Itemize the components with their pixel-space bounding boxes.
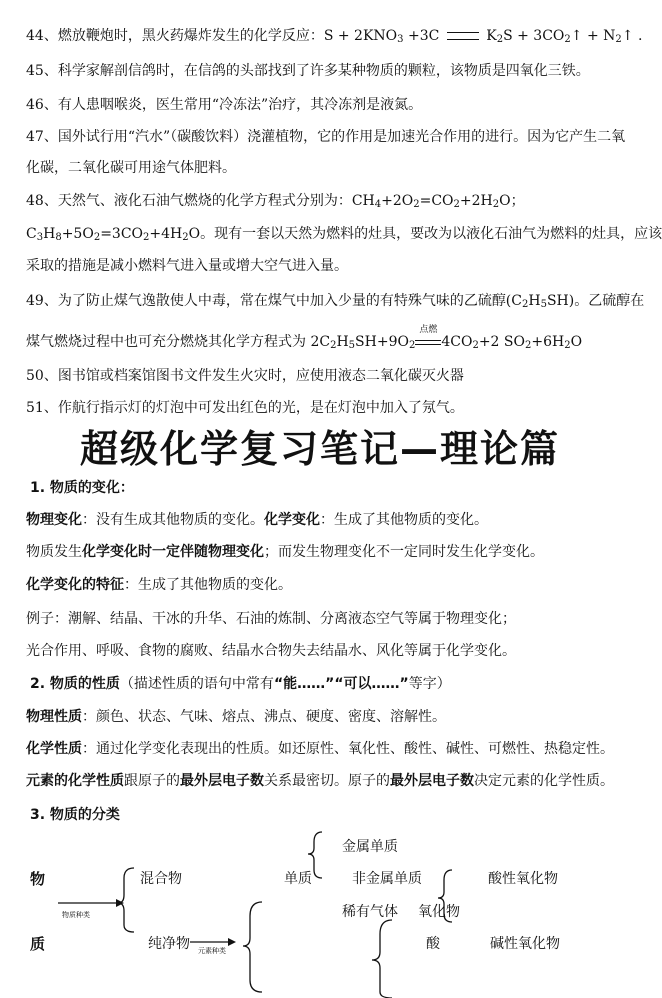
label-wu: 物: [30, 870, 46, 888]
brace-mixture: [118, 868, 134, 932]
arrow-species-label: 物质种类: [62, 911, 90, 919]
item-44-text: 44、燃放鞭炮时，黑火药爆炸发生的化学反应：S + 2KNO: [26, 28, 398, 44]
item-48-line-2: $C_3H_8+5O_2=3CO_2+4H_2O$。现有一套以天然为燃料的灶具，要改为以液化石油气为燃料的灶具，应该: [26, 226, 662, 243]
item-50: 50、图书馆或档案馆图书文件发生火灾时，应使用液态二氧化碳灭火器: [26, 368, 464, 384]
reaction-condition-sign: 点燃: [415, 333, 441, 351]
label-zhi: 质: [30, 935, 46, 953]
item-48-line-1: 48、天然气、液化石油气燃烧的化学方程式分别为：$CH_4+2O_2=CO_2+2H_2O$；: [26, 193, 525, 210]
arrow-element-head: [228, 938, 236, 946]
item-48-line-3: 采取的措施是减小燃料气进入量或增大空气进入量。: [26, 258, 348, 274]
label-pure-substance: 纯净物: [148, 936, 190, 952]
label-metal-elemental: 金属单质: [342, 839, 398, 855]
item-47-line-2: 化碳，二氧化碳可用途气体肥料。: [26, 160, 236, 176]
item-49-line-2: 煤气燃烧过程中也可充分燃烧其化学方程式为 $2C_2H_5SH+9O_2$ 点燃 $4CO_2+2$ $SO_2+6H_2O$: [26, 325, 583, 351]
s2-paragraph-1: 物理性质：颜色、状态、气味、熔点、沸点、硬度、密度、溶解性。: [26, 709, 446, 725]
brace-pure-substance: [243, 902, 262, 992]
brace-compound: [372, 920, 392, 998]
item-51: 51、作航行指示灯的灯泡中可发出红色的光，是在灯泡中加入了氖气。: [26, 400, 464, 416]
label-oxide: 氧化物: [418, 904, 460, 920]
label-basic-oxide: 碱性氧化物: [490, 936, 560, 952]
label-mixture: 混合物: [140, 871, 182, 887]
item-46: 46、有人患咽喉炎，医生常用“冷冻法”治疗，其冷冻剂是液氮。: [26, 97, 423, 113]
section-2-heading: 2. 物质的性质（描述性质的语句中常有“能……”“可以……”等字）: [30, 676, 451, 692]
s1-paragraph-3: 化学变化的特征：生成了其他物质的变化。: [26, 577, 292, 593]
arrow-element-label: 元素种类: [198, 947, 226, 955]
section-1-heading: 1. 物质的变化：: [30, 480, 134, 496]
label-elemental: 单质: [284, 871, 312, 887]
item-45: 45、科学家解剖信鸽时，在信鸽的头部找到了许多某种物质的颗粒，该物质是四氧化三铁。: [26, 63, 590, 79]
s2-paragraph-3: 元素的化学性质跟原子的最外层电子数关系最密切。原子的最外层电子数决定元素的化学性质。: [26, 773, 614, 789]
section-3-heading: 3. 物质的分类: [30, 807, 120, 823]
s1-paragraph-5: 光合作用、呼吸、食物的腐败、结晶水合物失去结晶水、风化等属于化学变化。: [26, 643, 516, 659]
label-noble-gas: 稀有气体: [342, 904, 398, 920]
s1-paragraph-4: 例子：潮解、结晶、干冰的升华、石油的炼制、分离液态空气等属于物理变化；: [26, 611, 516, 627]
item-44: 44、燃放鞭炮时，黑火药爆炸发生的化学反应：$S + 2KNO_3 +3C$ $K_2S$ + $3CO_2↑$ + $N_2↑$ .: [26, 28, 643, 45]
label-acidic-oxide: 酸性氧化物: [488, 871, 558, 887]
item-47-line-1: 47、国外试行用“汽水”（碳酸饮料）浇灌植物，它的作用是加速光合作用的进行。因为它产生二氧: [26, 129, 626, 145]
label-acid: 酸: [426, 936, 440, 952]
s1-paragraph-1: 物理变化：没有生成其他物质的变化。化学变化：生成了其他物质的变化。: [26, 512, 488, 528]
section-title: 超级化学复习笔记—理论篇: [79, 427, 560, 471]
s1-paragraph-2: 物质发生化学变化时一定伴随物理变化；而发生物理变化不一定同时发生化学变化。: [26, 544, 544, 560]
item-49-line-1: 49、为了防止煤气逸散使人中毒，常在煤气中加入少量的有特殊气味的乙硫醇$(C_2H_5SH)$。乙硫醇在: [26, 293, 645, 310]
s2-paragraph-2: 化学性质：通过化学变化表现出的性质。如还原性、氧化性、酸性、碱性、可燃性、热稳定性。: [26, 741, 614, 757]
label-nonmetal-elemental: 非金属单质: [352, 871, 422, 887]
